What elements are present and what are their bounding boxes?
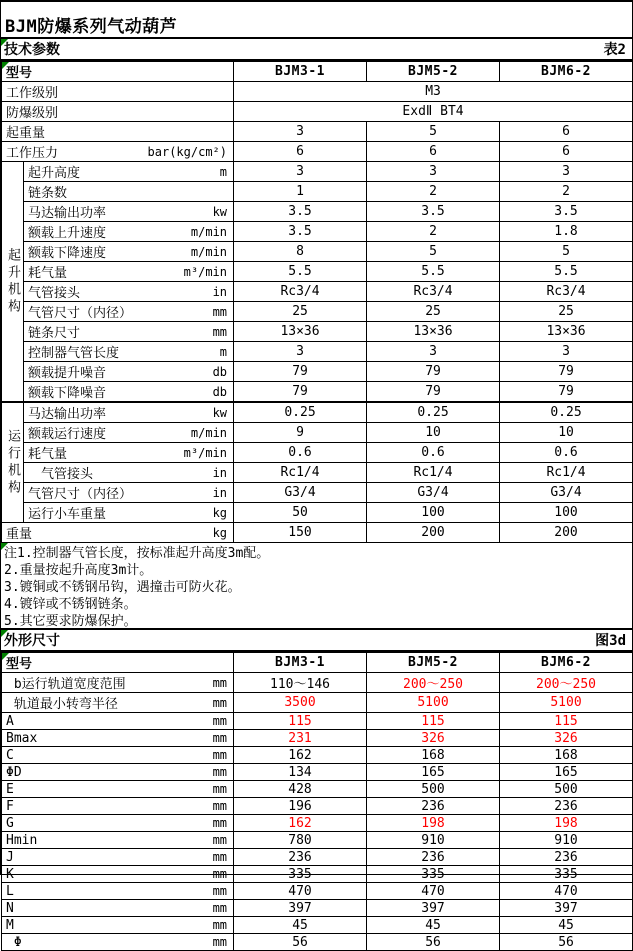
param-label-cell	[24, 362, 234, 382]
param-label-cell	[24, 282, 234, 302]
value-cell: 79	[234, 362, 367, 382]
value-cell: 500	[367, 781, 500, 798]
table-row	[2, 693, 633, 713]
dims-table-wrap	[1, 652, 632, 951]
value-cell: 79	[500, 382, 633, 403]
value-cell: 13×36	[234, 322, 367, 342]
param-name: Φ	[6, 934, 22, 950]
value-cell: 134	[234, 764, 367, 781]
param-name: J	[6, 849, 14, 865]
value-cell: Rc1/4	[234, 463, 367, 483]
param-unit: mm	[212, 695, 228, 710]
value-cell: 6	[500, 142, 633, 162]
table-row	[2, 362, 633, 382]
param-name: 运行小车重量	[28, 507, 107, 522]
param-name: ΦD	[6, 764, 22, 780]
value-cell: 50	[234, 503, 367, 523]
param-label-cell	[2, 764, 234, 781]
param-label-cell	[24, 182, 234, 202]
value-cell: 3500	[234, 693, 367, 713]
param-unit: mm	[212, 816, 228, 830]
value-cell: 5100	[367, 693, 500, 713]
model-header-cell: BJM5-2	[367, 62, 500, 82]
table-header-row	[2, 653, 633, 673]
param-label-cell	[2, 900, 234, 917]
value-cell: 165	[367, 764, 500, 781]
param-name: 工作压力	[6, 146, 59, 161]
table-row	[2, 866, 633, 883]
value-cell: 2	[367, 182, 500, 202]
param-label-cell	[24, 423, 234, 443]
table-row	[2, 322, 633, 342]
tech-section-title: 技术参数	[4, 42, 60, 58]
param-label-cell	[2, 142, 234, 162]
value-cell: 0.25	[234, 402, 367, 423]
dims-figure-tag: 图3d	[595, 633, 626, 649]
row-group-label: 运行机构	[2, 402, 24, 523]
param-label-cell	[2, 815, 234, 832]
table-row	[2, 402, 633, 423]
table-row	[2, 162, 633, 182]
value-cell: 79	[234, 382, 367, 403]
param-name: 气管接头	[28, 286, 81, 301]
table-row	[2, 917, 633, 934]
param-label-cell	[24, 302, 234, 322]
param-unit: m³/min	[183, 264, 228, 279]
model-header-cell: BJM6-2	[500, 653, 633, 673]
param-unit: mm	[212, 901, 228, 915]
param-unit: mm	[212, 918, 228, 932]
value-cell: G3/4	[234, 483, 367, 503]
param-name: 链条尺寸	[28, 326, 81, 341]
param-name: 气管接头	[28, 467, 94, 482]
note-line: 4.镀锌或不锈钢链条。	[4, 597, 137, 612]
value-cell: 100	[367, 503, 500, 523]
param-name: 重量	[6, 527, 33, 542]
table-row	[2, 122, 633, 142]
param-name: b运行轨道宽度范围	[6, 677, 126, 692]
param-label-cell	[24, 382, 234, 403]
table-row	[2, 849, 633, 866]
param-name: 马达输出功率	[28, 407, 107, 422]
param-name: 额载下降噪音	[28, 386, 107, 401]
param-unit: db	[212, 364, 228, 379]
param-name: 防爆级别	[6, 106, 59, 121]
value-cell: 335	[234, 866, 367, 883]
param-unit: kw	[212, 204, 228, 219]
param-name: Bmax	[6, 730, 38, 746]
value-cell: 1.8	[500, 222, 633, 242]
model-header-cell: BJM3-1	[234, 62, 367, 82]
value-cell: 162	[234, 815, 367, 832]
value-cell: 236	[367, 798, 500, 815]
param-name: 轨道最小转弯半径	[6, 697, 118, 712]
model-header-cell: BJM3-1	[234, 653, 367, 673]
param-label-cell	[24, 402, 234, 423]
table-row	[2, 747, 633, 764]
param-unit: mm	[212, 765, 228, 779]
value-cell-merged: ExdⅡ BT4	[234, 102, 633, 122]
table-row	[2, 342, 633, 362]
value-cell: 326	[500, 730, 633, 747]
value-cell: 200～250	[500, 673, 633, 693]
param-label-cell	[2, 82, 234, 102]
value-cell: 115	[367, 713, 500, 730]
param-unit: in	[212, 485, 228, 500]
value-cell: 335	[367, 866, 500, 883]
table-row	[2, 82, 633, 102]
param-name: 马达输出功率	[28, 206, 107, 221]
dims-table	[1, 652, 633, 951]
value-cell: 0.6	[367, 443, 500, 463]
param-label-cell	[2, 883, 234, 900]
value-cell: 25	[234, 302, 367, 322]
value-cell: 3	[234, 162, 367, 182]
notes-block	[1, 543, 632, 630]
value-cell: 231	[234, 730, 367, 747]
value-cell: 3	[234, 122, 367, 142]
param-name: M	[6, 917, 14, 933]
value-cell: 56	[234, 934, 367, 951]
dims-section-header	[1, 630, 632, 652]
param-unit: m/min	[190, 224, 228, 239]
value-cell: 500	[500, 781, 633, 798]
param-unit: mm	[212, 748, 228, 762]
param-label-cell	[24, 162, 234, 182]
param-label-cell	[2, 730, 234, 747]
param-name: K	[6, 866, 14, 882]
value-cell: 110～146	[234, 673, 367, 693]
value-cell: 150	[234, 523, 367, 543]
value-cell: 5	[367, 242, 500, 262]
value-cell: 3.5	[234, 222, 367, 242]
table-row	[2, 815, 633, 832]
table-row	[2, 182, 633, 202]
value-cell: 236	[367, 849, 500, 866]
param-label-cell	[2, 102, 234, 122]
value-cell: 5100	[500, 693, 633, 713]
value-cell: 200	[500, 523, 633, 543]
param-unit: mm	[212, 675, 228, 690]
value-cell: 470	[367, 883, 500, 900]
param-label-cell	[2, 747, 234, 764]
value-cell: 45	[367, 917, 500, 934]
value-cell: 397	[367, 900, 500, 917]
model-header-cell: BJM5-2	[367, 653, 500, 673]
param-label-cell	[2, 713, 234, 730]
param-unit: mm	[212, 884, 228, 898]
param-name: 工作级别	[6, 86, 59, 101]
value-cell: 3	[367, 342, 500, 362]
param-unit: bar(kg/cm²)	[147, 144, 228, 159]
page-title: BJM防爆系列气动葫芦	[1, 2, 632, 39]
value-cell: 168	[500, 747, 633, 764]
param-unit: mm	[212, 714, 228, 728]
value-cell: Rc1/4	[500, 463, 633, 483]
param-name: E	[6, 781, 14, 797]
value-cell: 79	[367, 382, 500, 403]
table-row	[2, 483, 633, 503]
param-unit: in	[212, 465, 228, 480]
table-row	[2, 463, 633, 483]
table-row	[2, 900, 633, 917]
value-cell: 236	[500, 798, 633, 815]
table-row	[2, 798, 633, 815]
table-row	[2, 673, 633, 693]
value-cell: Rc3/4	[500, 282, 633, 302]
table-row	[2, 523, 633, 543]
table-row	[2, 443, 633, 463]
param-label-cell	[2, 866, 234, 883]
table-row	[2, 242, 633, 262]
value-cell: 428	[234, 781, 367, 798]
param-name: 耗气量	[28, 447, 68, 462]
param-name: 额载提升噪音	[28, 366, 107, 381]
value-cell: 198	[500, 815, 633, 832]
param-name: 气管尺寸（内径）	[28, 306, 133, 321]
value-cell: 10	[500, 423, 633, 443]
value-cell: 2	[367, 222, 500, 242]
param-name: 耗气量	[28, 266, 68, 281]
table-header-row	[2, 62, 633, 82]
value-cell: G3/4	[367, 483, 500, 503]
param-name: 额载上升速度	[28, 226, 107, 241]
value-cell: 56	[500, 934, 633, 951]
param-label-cell	[24, 463, 234, 483]
model-column-label: 型号	[2, 653, 234, 673]
value-cell: 6	[500, 122, 633, 142]
table-row	[2, 832, 633, 849]
table-row	[2, 764, 633, 781]
table-row	[2, 503, 633, 523]
value-cell: 168	[367, 747, 500, 764]
param-unit: m/min	[190, 425, 228, 440]
param-label-cell	[24, 483, 234, 503]
value-cell: Rc3/4	[367, 282, 500, 302]
note-line: 3.镀铜或不锈钢吊钩，遇撞击可防火花。	[4, 580, 241, 595]
param-unit: kg	[212, 505, 228, 520]
param-name: 额载运行速度	[28, 427, 107, 442]
param-unit: mm	[212, 782, 228, 796]
param-label-cell	[24, 503, 234, 523]
table-row	[2, 730, 633, 747]
param-label-cell	[2, 122, 234, 142]
tech-table-wrap	[1, 61, 632, 543]
value-cell: 8	[234, 242, 367, 262]
table-row	[2, 934, 633, 951]
param-label-cell	[2, 832, 234, 849]
value-cell: 115	[234, 713, 367, 730]
value-cell: 0.25	[367, 402, 500, 423]
value-cell: 326	[367, 730, 500, 747]
value-cell: 45	[234, 917, 367, 934]
dims-section-title: 外形尺寸	[4, 633, 60, 649]
value-cell: 3	[367, 162, 500, 182]
param-name: C	[6, 747, 14, 763]
value-cell: 5.5	[234, 262, 367, 282]
table-row	[2, 781, 633, 798]
param-unit: kg	[212, 525, 228, 540]
value-cell: 200～250	[367, 673, 500, 693]
tech-section-header	[1, 39, 632, 61]
value-cell: 0.6	[500, 443, 633, 463]
value-cell: 115	[500, 713, 633, 730]
table-row	[2, 282, 633, 302]
value-cell: 165	[500, 764, 633, 781]
value-cell: 79	[500, 362, 633, 382]
param-label-cell	[24, 242, 234, 262]
param-unit: mm	[212, 731, 228, 745]
tech-table	[1, 61, 633, 543]
param-label-cell	[2, 781, 234, 798]
value-cell: 3	[500, 342, 633, 362]
value-cell: 6	[367, 142, 500, 162]
value-cell: 910	[500, 832, 633, 849]
value-cell: Rc1/4	[367, 463, 500, 483]
value-cell: 470	[500, 883, 633, 900]
param-label-cell	[24, 443, 234, 463]
table-row	[2, 262, 633, 282]
value-cell: 6	[234, 142, 367, 162]
table-row	[2, 222, 633, 242]
param-unit: m	[219, 344, 228, 359]
table-row	[2, 713, 633, 730]
value-cell: 2	[500, 182, 633, 202]
value-cell: 3.5	[234, 202, 367, 222]
value-cell: 0.25	[500, 402, 633, 423]
table-row	[2, 382, 633, 403]
param-label-cell	[2, 523, 234, 543]
param-label-cell	[24, 222, 234, 242]
table-row	[2, 423, 633, 443]
value-cell: 397	[500, 900, 633, 917]
table-row	[2, 302, 633, 322]
param-name: Hmin	[6, 832, 38, 848]
note-line: 5.其它要求防爆保护。	[4, 614, 137, 629]
param-name: N	[6, 900, 14, 916]
value-cell: 13×36	[367, 322, 500, 342]
value-cell: 1	[234, 182, 367, 202]
value-cell: 45	[500, 917, 633, 934]
value-cell: 162	[234, 747, 367, 764]
table-row	[2, 202, 633, 222]
value-cell: 10	[367, 423, 500, 443]
param-label-cell	[2, 917, 234, 934]
value-cell: 79	[367, 362, 500, 382]
value-cell: 25	[367, 302, 500, 322]
param-name: G	[6, 815, 14, 831]
param-label-cell	[2, 849, 234, 866]
table-row	[2, 102, 633, 122]
note-line: 2.重量按起升高度3m计。	[4, 563, 153, 578]
param-label-cell	[2, 693, 234, 713]
param-label-cell	[24, 322, 234, 342]
value-cell: 3.5	[367, 202, 500, 222]
value-cell: 13×36	[500, 322, 633, 342]
param-unit: m/min	[190, 244, 228, 259]
param-label-cell	[2, 798, 234, 815]
param-unit: mm	[212, 833, 228, 847]
value-cell: 780	[234, 832, 367, 849]
param-name: 额载下降速度	[28, 246, 107, 261]
value-cell: 5.5	[367, 262, 500, 282]
value-cell: 397	[234, 900, 367, 917]
param-label-cell	[2, 673, 234, 693]
value-cell: Rc3/4	[234, 282, 367, 302]
param-unit: mm	[212, 324, 228, 339]
param-unit: mm	[212, 935, 228, 949]
param-label-cell	[2, 934, 234, 951]
value-cell: 5	[500, 242, 633, 262]
value-cell: 56	[367, 934, 500, 951]
note-line: 注1.控制器气管长度，按标准起升高度3m配。	[4, 546, 270, 561]
param-unit: m	[219, 164, 228, 179]
param-name: A	[6, 713, 14, 729]
value-cell: G3/4	[500, 483, 633, 503]
table-row	[2, 883, 633, 900]
value-cell: 0.6	[234, 443, 367, 463]
param-label-cell	[24, 202, 234, 222]
row-group-label: 起升机构	[2, 162, 24, 403]
value-cell: 200	[367, 523, 500, 543]
value-cell: 100	[500, 503, 633, 523]
value-cell: 3	[500, 162, 633, 182]
param-name: F	[6, 798, 14, 814]
tech-table-tag: 表2	[603, 42, 626, 58]
param-unit: kw	[212, 405, 228, 420]
param-label-cell	[24, 262, 234, 282]
param-unit: in	[212, 284, 228, 299]
value-cell: 198	[367, 815, 500, 832]
model-column-label: 型号	[2, 62, 234, 82]
param-name: L	[6, 883, 14, 899]
param-unit: mm	[212, 850, 228, 864]
value-cell: 3	[234, 342, 367, 362]
value-cell: 196	[234, 798, 367, 815]
value-cell: 5.5	[500, 262, 633, 282]
param-name: 起升高度	[28, 166, 81, 181]
value-cell: 9	[234, 423, 367, 443]
value-cell: 236	[500, 849, 633, 866]
table-row	[2, 142, 633, 162]
param-unit: mm	[212, 304, 228, 319]
param-name: 气管尺寸（内径）	[28, 487, 133, 502]
param-name: 控制器气管长度	[28, 346, 120, 361]
value-cell: 910	[367, 832, 500, 849]
value-cell-merged: M3	[234, 82, 633, 102]
value-cell: 3.5	[500, 202, 633, 222]
value-cell: 5	[367, 122, 500, 142]
param-unit: mm	[212, 799, 228, 813]
value-cell: 236	[234, 849, 367, 866]
param-name: 链条数	[28, 186, 68, 201]
value-cell: 25	[500, 302, 633, 322]
param-unit: mm	[212, 867, 228, 881]
param-name: 起重量	[6, 126, 46, 141]
param-unit: db	[212, 384, 228, 399]
value-cell: 470	[234, 883, 367, 900]
value-cell: 335	[500, 866, 633, 883]
param-unit: m³/min	[183, 445, 228, 460]
model-header-cell: BJM6-2	[500, 62, 633, 82]
param-label-cell	[24, 342, 234, 362]
